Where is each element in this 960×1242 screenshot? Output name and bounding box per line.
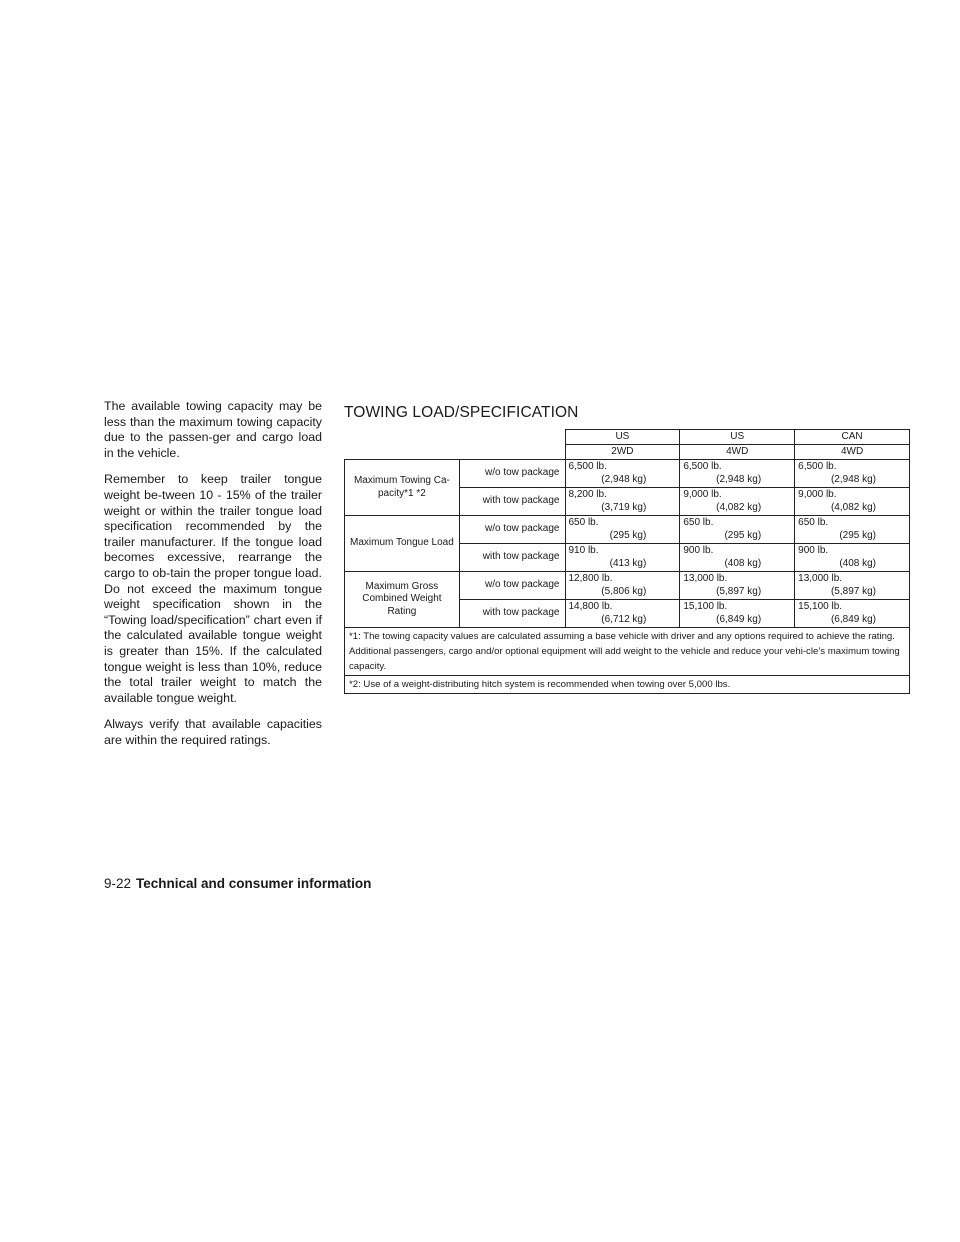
value-lb: 650 lb. [798,517,829,528]
value-cell [795,600,910,628]
value-lb: 650 lb. [568,517,599,528]
value-kg: (5,897 kg) [716,585,762,597]
value-kg: (3,719 kg) [601,501,647,513]
value-lb: 910 lb. [568,545,599,556]
footnote-row [345,628,910,676]
value-lb: 9,000 lb. [798,489,837,500]
paragraph-verify-ratings: Always verify that available capacities are within the required ratings. [104,717,322,747]
value-kg: (5,897 kg) [830,585,876,597]
page-number: 9-22 [104,876,132,891]
value-kg: (295 kg) [609,529,647,541]
value-kg: (2,948 kg) [830,473,876,485]
value-cell [565,516,680,544]
package-label: with tow package [459,544,565,572]
parameter-label: Maximum Gross Combined Weight Rating [345,572,460,628]
value-cell [680,600,795,628]
value-cell [680,544,795,572]
value-lb: 650 lb. [683,517,714,528]
towing-spec-table [344,429,910,694]
value-kg: (408 kg) [724,557,762,569]
footnote-2: *2: Use of a weight-distributing hitch system is recommended when towing over 5,000 lbs. [345,676,910,694]
value-lb: 14,800 lb. [568,601,613,612]
value-cell [565,600,680,628]
value-cell [795,544,910,572]
header-cell: US [565,430,680,445]
footnote-row [345,676,910,694]
value-kg: (6,849 kg) [716,613,762,625]
header-cell: CAN [795,430,910,445]
value-lb: 15,100 lb. [798,601,843,612]
value-cell [565,544,680,572]
parameter-label: Maximum Towing Ca-pacity*1 *2 [345,460,460,516]
value-lb: 12,800 lb. [568,573,613,584]
value-lb: 900 lb. [798,545,829,556]
table-row [345,572,910,600]
value-cell [565,488,680,516]
value-lb: 6,500 lb. [798,461,837,472]
package-label: w/o tow package [459,460,565,488]
value-cell [795,488,910,516]
header-cell: 2WD [565,445,680,460]
value-kg: (2,948 kg) [716,473,762,485]
body-text-column [104,399,322,759]
package-label: with tow package [459,488,565,516]
value-kg: (5,806 kg) [601,585,647,597]
value-kg: (295 kg) [724,529,762,541]
value-lb: 13,000 lb. [798,573,843,584]
value-kg: (413 kg) [609,557,647,569]
value-cell [565,460,680,488]
header-cell: 4WD [680,445,795,460]
value-kg: (295 kg) [839,529,876,541]
value-kg: (4,082 kg) [830,501,876,513]
value-kg: (2,948 kg) [601,473,647,485]
table-row [345,516,910,544]
parameter-label: Maximum Tongue Load [345,516,460,572]
value-lb: 13,000 lb. [683,573,728,584]
value-cell [795,572,910,600]
header-cell: US [680,430,795,445]
value-kg: (4,082 kg) [716,501,762,513]
header-row-market [345,430,910,445]
value-lb: 900 lb. [683,545,714,556]
value-kg: (408 kg) [839,557,876,569]
table-row [345,460,910,488]
value-kg: (6,849 kg) [830,613,876,625]
blank-corner-cell [345,430,566,460]
value-cell [680,572,795,600]
value-cell [795,516,910,544]
value-cell [680,488,795,516]
value-cell [680,516,795,544]
package-label: with tow package [459,600,565,628]
value-cell [565,572,680,600]
value-lb: 8,200 lb. [568,489,607,500]
paragraph-tongue-weight: Remember to keep trailer tongue weight be-tween 10 - 15% of the trailer weight or within the trailer tongue load specification recommended by the trailer manufacturer. If the tongue load becomes excessive, rearrange the cargo to ob-tain the proper tongue load. Do not exceed the maximum tongue weight specification shown in the “Towing load/specification” chart even if the calculated available tongue weight is greater than 15%. If the calculated tongue weight is less than 10%, reduce the total trailer weight to match the available tongue weight. [104,472,322,705]
footer-section-name: Technical and consumer information [136,876,372,891]
section-title: TOWING LOAD/SPECIFICATION [344,404,579,421]
value-cell [680,460,795,488]
value-kg: (6,712 kg) [601,613,647,625]
package-label: w/o tow package [459,572,565,600]
value-lb: 6,500 lb. [568,461,607,472]
value-lb: 6,500 lb. [683,461,722,472]
value-lb: 9,000 lb. [683,489,722,500]
header-cell: 4WD [795,445,910,460]
value-lb: 15,100 lb. [683,601,728,612]
value-cell [795,460,910,488]
package-label: w/o tow package [459,516,565,544]
page-footer [104,876,371,891]
paragraph-capacity-note: The available towing capacity may be less than the maximum towing capacity due to the passen-ger and cargo load in the vehicle. [104,399,322,460]
footnote-1: *1: The towing capacity values are calculated assuming a base vehicle with driver and any options required to achieve the rating. Additional passengers, cargo and/or optional equipment will add weight to the vehicle and reduce your vehi-cle’s maximum towing capacity. [345,628,910,676]
